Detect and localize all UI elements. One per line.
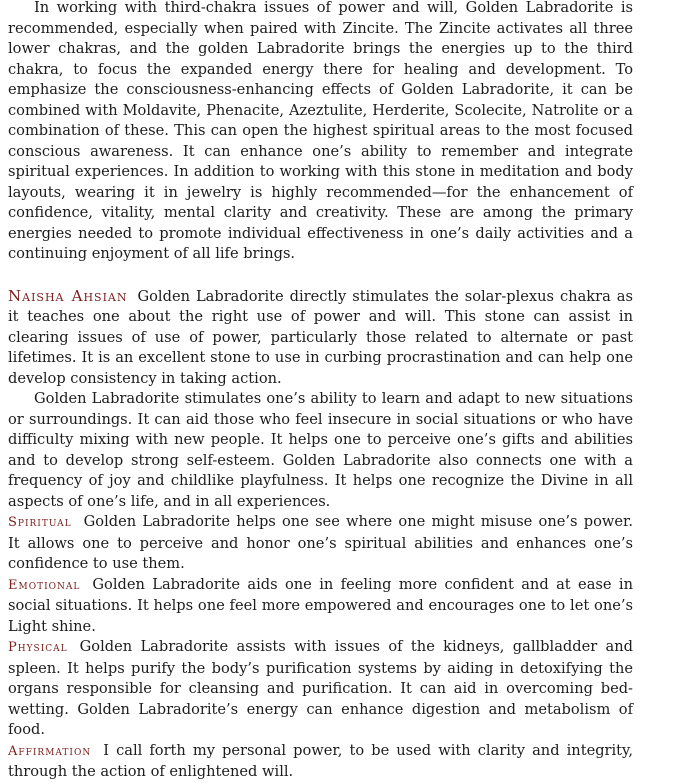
spiritual-section [8, 512, 633, 575]
affirmation-text: I call forth my personal power, to be used with clarity and integrity, through the action of enlightened will. [8, 741, 633, 780]
section-gap [8, 265, 633, 286]
ahsian-paragraph-2: Golden Labradorite stimulates one’s ability to learn and adapt to new situations or surroundings. It can aid those who feel insecure in social situations or who have difficulty mixing with new people. It helps one to perceive one’s gifts and abilities and to develop strong self-esteem. Golden Labradorite also connects one with a frequency of joy and childlike playfulness. It helps one recognize the Divine in all aspects of one’s life, and in all experiences. [8, 390, 633, 510]
physical-section [8, 637, 633, 741]
author-name: Naisha Ahsian [8, 286, 128, 305]
ahsian-paragraph-1 [8, 286, 633, 390]
physical-text: Golden Labradorite assists with issues of the kidneys, gallbladder and spleen. It helps purify the body’s purification systems by aiding in detoxifying the organs responsible for cleansing and purification. It can aid in overcoming bed-wetting. Golden Labradorite’s energy can enhance digestion and metabolism of food. [8, 638, 633, 738]
emotional-section [8, 575, 633, 638]
spiritual-text: Golden Labradorite helps one see where one might misuse one’s power. It allows one to perceive and honor one’s spiritual abilities and enhances one’s confidence to use them. [8, 513, 633, 572]
affirmation-section [8, 741, 633, 783]
ahsian-paragraph-1-text: Golden Labradorite directly stimulates the solar-plexus chakra as it teaches one about the right use of power and will. This stone can assist in clearing issues of use of power, particularly those related to alternate or past lifetimes. It is an excellent stone to use in curbing procrastination and can help one develop consistency in taking action. [8, 287, 633, 387]
intro-paragraph: In working with third-chakra issues of power and will, Golden Labradorite is recommended, especially when paired with Zincite. The Zincite activates all three lower chakras, and the golden Labradorite brings the energies up to the third chakra, to focus the expanded energy there for healing and development. To emphasize the consciousness-enhancing effects of Golden Labradorite, it can be combined with Moldavite, Phenacite, Azeztulite, Herderite, Scolecite, Natrolite or a combination of these. This can open the highest spiritual areas to the most focused conscious awareness. It can enhance one’s ability to remember and integrate spiritual experiences. In addition to working with this stone in meditation and body layouts, wearing it in jewelry is highly recommended—for the enhancement of confidence, vitality, mental clarity and creativity. These are among the primary energies needed to promote individual effectiveness in one’s daily activities and a continuing enjoyment of all life brings. [8, 0, 633, 262]
emotional-label: Emotional [8, 577, 81, 593]
physical-label: Physical [8, 640, 68, 655]
emotional-text: Golden Labradorite aids one in feeling more confident and at ease in social situations. It helps one feel more empowered and encourages one to let one’s Light shine. [8, 575, 633, 635]
book-page [8, 0, 633, 783]
spiritual-label: Spiritual [8, 515, 72, 530]
affirmation-label: Affirmation [8, 743, 92, 759]
